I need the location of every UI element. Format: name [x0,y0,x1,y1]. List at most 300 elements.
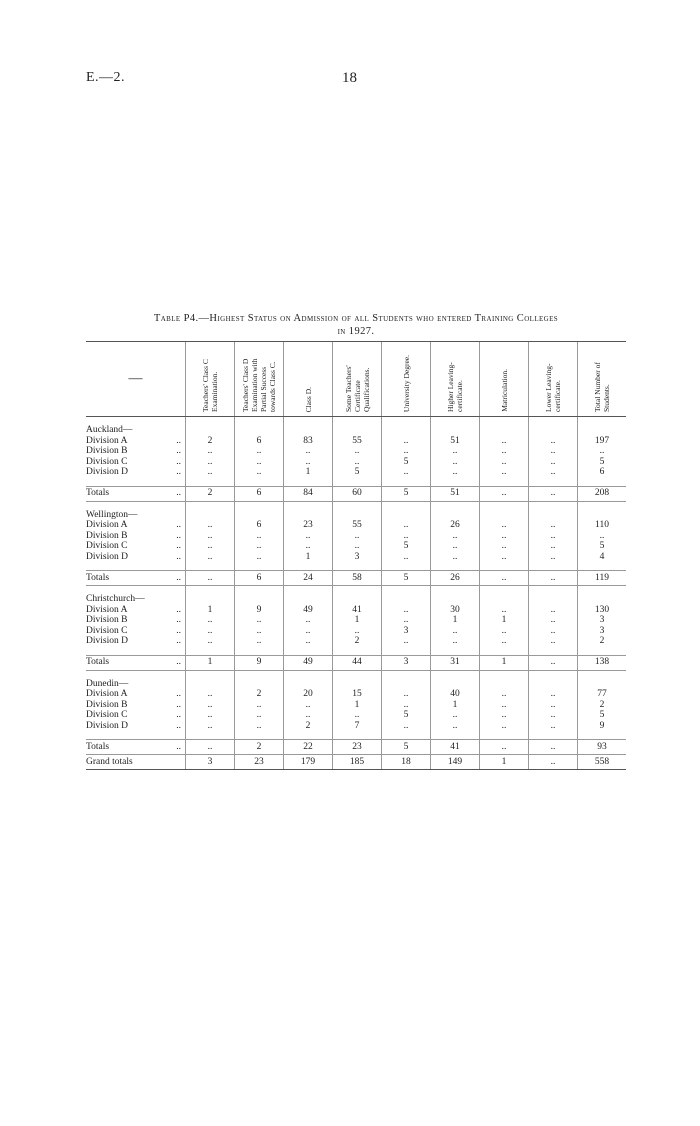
spacer-row [86,562,626,571]
value-cell: 9 [578,721,627,732]
value-cell: .. [529,541,578,552]
division-label: Division D [86,551,128,562]
table-row [86,457,626,468]
value-cell: .. [235,446,284,457]
value-cell: 5 [578,457,627,468]
spacer-cell [382,731,431,740]
value-cell: .. [333,446,382,457]
value-cell: .. [382,552,431,563]
region-name: Christchurch— [86,594,145,604]
value-cell: 1 [480,755,529,770]
value-cell: .. [529,486,578,501]
value-cell: 2 [235,689,284,700]
value-cell: 23 [235,755,284,770]
value-cell: .. [284,700,333,711]
value-cell: 20 [284,689,333,700]
value-cell: 6 [235,520,284,531]
spacer-cell [480,417,529,426]
dots-cell [163,679,186,690]
value-cell: 3 [382,626,431,637]
empty-cell [284,594,333,605]
value-cell: .. [333,457,382,468]
value-cell: .. [480,520,529,531]
value-cell: .. [431,710,480,721]
empty-cell [578,679,627,690]
value-cell: .. [529,740,578,755]
empty-cell [235,594,284,605]
value-cell: 51 [431,436,480,447]
value-cell: .. [480,436,529,447]
spacer-cell [431,478,480,487]
totals-label: Totals [86,740,163,755]
value-cell: .. [431,721,480,732]
value-cell: 179 [284,755,333,770]
value-cell: .. [480,552,529,563]
dots-cell: .. [176,456,181,467]
spacer-cell [382,647,431,656]
value-cell: .. [382,615,431,626]
value-cell: 3 [578,626,627,637]
value-cell: 60 [333,486,382,501]
spacer-cell [86,586,163,595]
value-cell: 208 [578,486,627,501]
value-cell: .. [186,740,235,755]
empty-cell [578,425,627,436]
region-name: Wellington— [86,509,138,520]
spacer-cell [235,501,284,510]
value-cell: .. [235,700,284,711]
value-cell: 77 [578,689,627,700]
value-cell: 51 [431,486,480,501]
value-cell: 2 [235,740,284,755]
spacer-cell [431,562,480,571]
empty-cell [186,425,235,436]
value-cell: .. [480,740,529,755]
spacer-cell [333,417,382,426]
value-cell: .. [186,636,235,647]
column-header-label: Matriculation. [499,369,509,412]
value-cell: .. [186,467,235,478]
column-header-label: Some Teachers' Certificate Qualifications. [343,365,371,412]
value-cell: 55 [333,520,382,531]
dots-cell: .. [176,530,181,541]
column-header [186,342,235,417]
column-header-label: Higher Leaving-certificate. [446,362,464,412]
value-cell: .. [480,700,529,711]
empty-cell [186,510,235,521]
empty-cell [186,679,235,690]
spacer-cell [86,670,163,679]
empty-cell [529,425,578,436]
empty-cell [529,679,578,690]
value-cell: 1 [480,655,529,670]
division-label: Division C [86,456,128,467]
value-cell: .. [431,541,480,552]
value-cell: .. [235,552,284,563]
spacer-cell [186,478,235,487]
dots-cell [163,594,186,605]
spacer-cell [529,647,578,656]
value-cell: 2 [333,636,382,647]
value-cell: .. [382,467,431,478]
value-cell: .. [235,467,284,478]
table-row [86,605,626,616]
spacer-cell [163,417,186,426]
value-cell: .. [431,457,480,468]
value-cell: .. [186,457,235,468]
spacer-cell [235,731,284,740]
value-cell: .. [529,636,578,647]
value-cell: .. [431,626,480,637]
empty-cell [480,510,529,521]
empty-cell [480,594,529,605]
division-label: Division D [86,720,128,731]
spacer-cell [529,417,578,426]
dots-cell: .. [176,625,181,636]
spacer-cell [529,478,578,487]
dots-cell: .. [176,710,181,720]
value-cell: 49 [284,605,333,616]
value-cell: 23 [333,740,382,755]
value-cell: .. [480,605,529,616]
empty-cell [333,510,382,521]
value-cell: .. [529,467,578,478]
value-cell: 4 [578,552,627,563]
empty-cell [235,510,284,521]
spacer-cell [431,501,480,510]
totals-row [86,486,626,501]
empty-cell [235,679,284,690]
spacer-cell [163,501,186,510]
dots-cell: .. [176,720,181,731]
value-cell: .. [235,541,284,552]
value-cell: .. [529,710,578,721]
table-row [86,721,626,732]
empty-cell [333,425,382,436]
spacer-cell [480,501,529,510]
column-header-label: Total Number of Students. [593,362,611,412]
spacer-cell [480,731,529,740]
value-cell: 84 [284,486,333,501]
value-cell: 119 [578,571,627,586]
dots-cell [163,755,186,770]
region-name: Dunedin— [86,678,129,689]
spacer-cell [480,647,529,656]
value-cell: .. [382,446,431,457]
value-cell: .. [529,446,578,457]
table-row [86,467,626,478]
empty-cell [382,594,431,605]
dots-cell: .. [176,446,181,456]
empty-cell [186,594,235,605]
value-cell: 2 [186,436,235,447]
value-cell: 6 [235,486,284,501]
column-header [284,342,333,417]
value-cell: .. [529,571,578,586]
value-cell: .. [186,626,235,637]
empty-cell [333,594,382,605]
value-cell: 1 [431,700,480,711]
value-cell: .. [480,721,529,732]
spacer-cell [431,731,480,740]
spacer-row [86,586,626,595]
value-cell: 9 [235,655,284,670]
spacer-cell [382,501,431,510]
column-header [529,342,578,417]
value-cell: 7 [333,721,382,732]
value-cell: 5 [382,571,431,586]
empty-cell [382,510,431,521]
value-cell: 3 [382,655,431,670]
column-header-label: Teachers' Class D Examination with Partial Success towards Class C. [241,358,277,412]
value-cell: 41 [431,740,480,755]
value-cell: .. [186,552,235,563]
value-cell: 5 [578,710,627,721]
value-cell: .. [186,615,235,626]
dots-cell [163,425,186,436]
spacer-cell [431,670,480,679]
spacer-cell [86,562,163,571]
division-label: Division A [86,520,128,530]
value-cell: 1 [284,552,333,563]
spacer-cell [284,670,333,679]
value-cell: .. [284,531,333,542]
value-cell: .. [578,531,627,542]
spacer-cell [333,562,382,571]
value-cell: .. [480,457,529,468]
value-cell: 1 [333,615,382,626]
value-cell: 5 [382,710,431,721]
spacer-cell [163,478,186,487]
value-cell: 18 [382,755,431,770]
region-heading-row [86,679,626,690]
value-cell: 6 [578,467,627,478]
value-cell: 5 [578,541,627,552]
empty-cell [480,425,529,436]
value-cell: .. [431,446,480,457]
spacer-cell [578,586,627,595]
empty-cell [284,510,333,521]
spacer-cell [163,647,186,656]
spacer-cell [186,562,235,571]
division-label: Division C [86,710,128,720]
spacer-cell [578,417,627,426]
dots-cell: .. [176,435,181,446]
value-cell: .. [431,467,480,478]
value-cell: .. [529,457,578,468]
spacer-cell [186,670,235,679]
spacer-cell [382,586,431,595]
value-cell: .. [382,531,431,542]
column-header-label: University Degree. [401,354,411,412]
spacer-cell [86,417,163,426]
table-row [86,436,626,447]
empty-cell [578,594,627,605]
dots-cell: .. [163,740,186,755]
value-cell: .. [529,615,578,626]
spacer-cell [235,417,284,426]
region-name: Auckland— [86,425,133,435]
division-label: Division B [86,446,128,456]
value-cell: .. [284,615,333,626]
value-cell: 40 [431,689,480,700]
empty-cell [333,679,382,690]
table-row [86,446,626,457]
spacer-row [86,731,626,740]
division-label: Division C [86,625,128,636]
spacer-cell [163,562,186,571]
column-header [382,342,431,417]
column-header [578,342,627,417]
value-cell: 1 [186,605,235,616]
value-cell: .. [186,700,235,711]
value-cell: 185 [333,755,382,770]
dots-cell: .. [176,520,181,530]
value-cell: 26 [431,520,480,531]
spacer-cell [529,586,578,595]
table-row [86,700,626,711]
spacer-cell [86,731,163,740]
row-label-header: — [86,342,186,417]
value-cell: .. [235,457,284,468]
totals-label: Totals [86,571,163,586]
value-cell: .. [480,636,529,647]
spacer-cell [186,417,235,426]
division-label: Division D [86,467,128,477]
value-cell: .. [284,457,333,468]
value-cell: 1 [186,655,235,670]
division-label: Division A [86,435,128,446]
value-cell: 3 [186,755,235,770]
spacer-cell [578,670,627,679]
division-label: Division C [86,541,128,551]
value-cell: .. [186,571,235,586]
value-cell: 30 [431,605,480,616]
spacer-cell [284,731,333,740]
value-cell: .. [480,626,529,637]
value-cell: 197 [578,436,627,447]
division-label: Division B [86,699,128,710]
spacer-cell [186,647,235,656]
spacer-cell [284,501,333,510]
value-cell: .. [235,531,284,542]
value-cell: .. [529,626,578,637]
empty-cell [529,594,578,605]
spacer-cell [382,417,431,426]
spacer-cell [382,670,431,679]
spacer-cell [578,478,627,487]
value-cell: 558 [578,755,627,770]
empty-cell [578,510,627,521]
spacer-row [86,478,626,487]
spacer-row [86,647,626,656]
spacer-cell [431,647,480,656]
value-cell: 138 [578,655,627,670]
value-cell: 2 [578,636,627,647]
empty-cell [284,679,333,690]
value-cell: .. [431,531,480,542]
value-cell: .. [186,446,235,457]
spacer-cell [529,501,578,510]
value-cell: 26 [431,571,480,586]
value-cell: 41 [333,605,382,616]
totals-label: Totals [86,655,163,670]
totals-label: Totals [86,486,163,501]
value-cell: 31 [431,655,480,670]
spacer-cell [480,562,529,571]
value-cell: 130 [578,605,627,616]
spacer-cell [235,647,284,656]
value-cell: .. [284,626,333,637]
value-cell: .. [529,689,578,700]
spacer-cell [382,478,431,487]
table-row [86,710,626,721]
empty-cell [235,425,284,436]
empty-cell [284,425,333,436]
spacer-cell [284,478,333,487]
empty-cell [480,679,529,690]
dots-cell [163,510,186,521]
spacer-cell [86,478,163,487]
spacer-cell [284,417,333,426]
dots-cell: .. [176,604,181,615]
value-cell: 3 [578,615,627,626]
column-header-label: Class D. [303,386,313,412]
value-cell: 5 [382,486,431,501]
value-cell: .. [480,486,529,501]
value-cell: 1 [333,700,382,711]
spacer-row [86,417,626,426]
spacer-cell [163,731,186,740]
value-cell: .. [529,605,578,616]
value-cell: .. [382,636,431,647]
spacer-cell [480,478,529,487]
spacer-cell [284,562,333,571]
table-title [86,312,626,338]
value-cell: .. [382,605,431,616]
spacer-cell [480,586,529,595]
division-label: Division A [86,604,128,615]
value-cell: .. [333,531,382,542]
spacer-cell [235,670,284,679]
value-cell: .. [186,541,235,552]
value-cell: .. [529,552,578,563]
dots-cell: .. [163,486,186,501]
dots-cell: .. [176,541,181,551]
value-cell: .. [235,615,284,626]
spacer-cell [333,670,382,679]
value-cell: 5 [382,541,431,552]
value-cell: .. [186,710,235,721]
spacer-cell [529,562,578,571]
spacer-cell [529,731,578,740]
value-cell: .. [480,541,529,552]
table-title-prefix: Table P4.— [153,313,210,324]
column-header [333,342,382,417]
spacer-cell [235,562,284,571]
value-cell: 6 [235,571,284,586]
spacer-cell [163,586,186,595]
value-cell: .. [431,636,480,647]
column-header [480,342,529,417]
spacer-cell [578,647,627,656]
column-header [235,342,284,417]
value-cell: .. [431,552,480,563]
value-cell: .. [578,446,627,457]
column-header [431,342,480,417]
value-cell: .. [284,446,333,457]
spacer-cell [235,586,284,595]
